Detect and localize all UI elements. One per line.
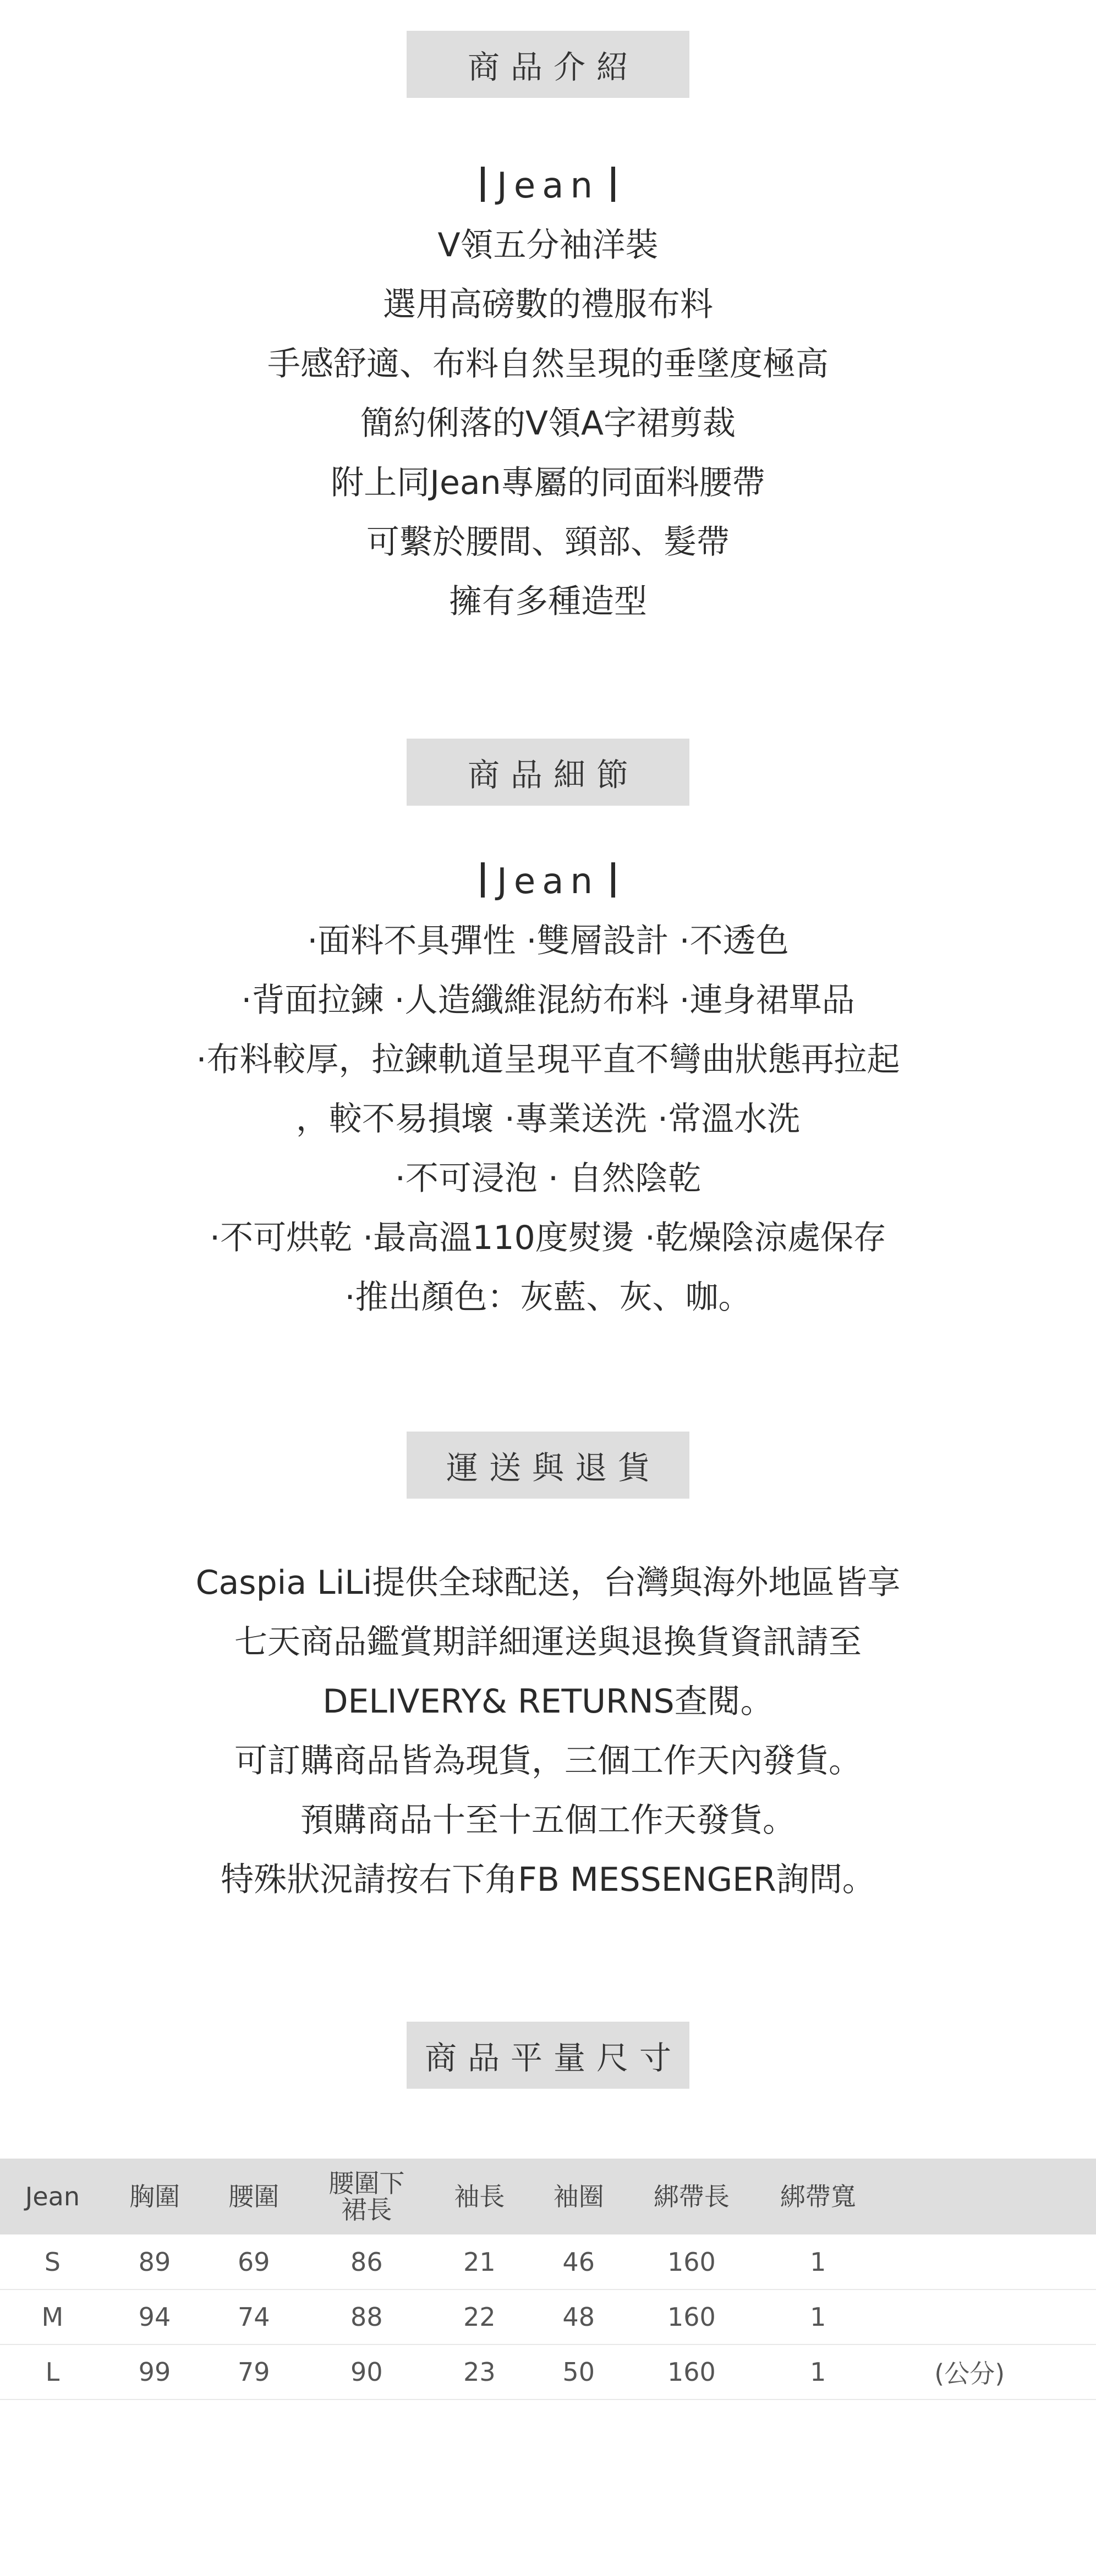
size-col-header: Jean xyxy=(25,2181,80,2211)
intro-line: 簡約俐落的V領A字裙剪裁 xyxy=(360,404,736,443)
size-col-header: 綁帶長 xyxy=(653,2181,730,2211)
shipping-line: DELIVERY& RETURNS查閱。 xyxy=(322,1682,774,1721)
size-cell: L xyxy=(45,2357,60,2387)
details-header: 商品細節 xyxy=(407,739,689,806)
size-cell xyxy=(881,2234,1096,2289)
title-bar-left xyxy=(481,167,485,202)
shipping-line: 預購商品十至十五個工作天發貨。 xyxy=(300,1801,796,1840)
intro-line: 可繫於腰間、頸部、髮帶 xyxy=(366,523,730,562)
size-col-header: 腰圍 xyxy=(228,2181,280,2211)
size-cell: 160 xyxy=(667,2247,716,2277)
table-row xyxy=(0,2234,1096,2289)
size-cell: 1 xyxy=(810,2302,826,2332)
size-cell: 22 xyxy=(463,2302,496,2332)
size-col-header: 袖圈 xyxy=(553,2181,604,2211)
size-header: 商品平量尺寸 xyxy=(407,2022,689,2089)
size-cell: S xyxy=(44,2247,61,2277)
intro-header: 商品介紹 xyxy=(407,31,689,98)
details-title xyxy=(0,852,1096,911)
shipping-line: Caspia LiLi提供全球配送，台灣與海外地區皆享 xyxy=(195,1564,901,1602)
shipping-line: 可訂購商品皆為現貨，三個工作天內發貨。 xyxy=(234,1742,862,1780)
intro-line: 附上同Jean專屬的同面料腰帶 xyxy=(331,464,765,502)
details-line: ·背面拉鍊 ·人造纖維混紡布料 ·連身裙單品 xyxy=(241,981,855,1020)
size-cell: 89 xyxy=(138,2247,171,2277)
size-cell: 23 xyxy=(463,2357,496,2387)
size-unit-label: (公分) xyxy=(934,2359,1005,2388)
size-cell: 1 xyxy=(810,2357,826,2387)
size-col-header: 綁帶寬 xyxy=(780,2181,856,2211)
intro-line: V領五分袖洋裝 xyxy=(437,226,659,265)
title-bar-right xyxy=(611,862,615,898)
details-line: ·推出顏色：灰藍、灰、咖。 xyxy=(344,1278,752,1317)
intro-line: 擁有多種造型 xyxy=(449,582,647,621)
size-cell: 50 xyxy=(562,2357,595,2387)
title-bar-right xyxy=(611,167,615,202)
shipping-line: 七天商品鑑賞期詳細運送與退換貨資訊請至 xyxy=(234,1623,862,1661)
size-col-header: 胸圍 xyxy=(129,2181,180,2211)
size-cell xyxy=(881,2289,1096,2344)
size-cell: M xyxy=(41,2302,64,2332)
size-col-header xyxy=(881,2159,1096,2234)
details-text xyxy=(0,852,1096,1327)
title-bar-left xyxy=(481,862,485,898)
size-col-header: 袖長 xyxy=(454,2181,505,2211)
size-cell: 94 xyxy=(138,2302,171,2332)
size-cell: 160 xyxy=(667,2302,716,2332)
size-table xyxy=(0,2159,1096,2400)
size-cell: 1 xyxy=(810,2247,826,2277)
details-title-text: Jean xyxy=(496,861,600,902)
size-cell: 88 xyxy=(350,2302,383,2332)
details-line: ·不可烘乾 ·最高溫110度熨燙 ·乾燥陰涼處保存 xyxy=(210,1219,886,1257)
shipping-text xyxy=(0,1553,1096,1909)
shipping-header: 運送與退貨 xyxy=(407,1432,689,1499)
details-line: ·布料較厚，拉鍊軌道呈現平直不彎曲狀態再拉起 xyxy=(196,1041,900,1079)
intro-title xyxy=(0,156,1096,216)
size-cell: 86 xyxy=(350,2247,383,2277)
size-cell: 48 xyxy=(562,2302,595,2332)
details-line: ，較不易損壞 ·專業送洗 ·常溫水洗 xyxy=(295,1100,801,1138)
size-cell: 21 xyxy=(463,2247,496,2277)
intro-text xyxy=(0,156,1096,631)
intro-line: 選用高磅數的禮服布料 xyxy=(383,285,713,324)
details-line: ·不可浸泡 · 自然陰乾 xyxy=(394,1159,702,1198)
details-line: ·面料不具彈性 ·雙層設計 ·不透色 xyxy=(307,922,789,960)
shipping-line: 特殊狀況請按右下角FB MESSENGER詢問。 xyxy=(221,1861,875,1899)
intro-title-text: Jean xyxy=(496,166,600,206)
table-row xyxy=(0,2289,1096,2344)
size-table-header-row xyxy=(0,2159,1096,2234)
size-cell: 46 xyxy=(562,2247,595,2277)
size-cell: 74 xyxy=(238,2302,270,2332)
table-row xyxy=(0,2344,1096,2399)
size-cell: 69 xyxy=(238,2247,270,2277)
size-col-header: 腰圍下 裙長 xyxy=(328,2168,405,2225)
size-cell: 79 xyxy=(238,2357,270,2387)
size-cell: 160 xyxy=(667,2357,716,2387)
intro-line: 手感舒適、布料自然呈現的垂墜度極高 xyxy=(267,345,829,383)
size-cell: 90 xyxy=(350,2357,383,2387)
size-cell: 99 xyxy=(138,2357,171,2387)
